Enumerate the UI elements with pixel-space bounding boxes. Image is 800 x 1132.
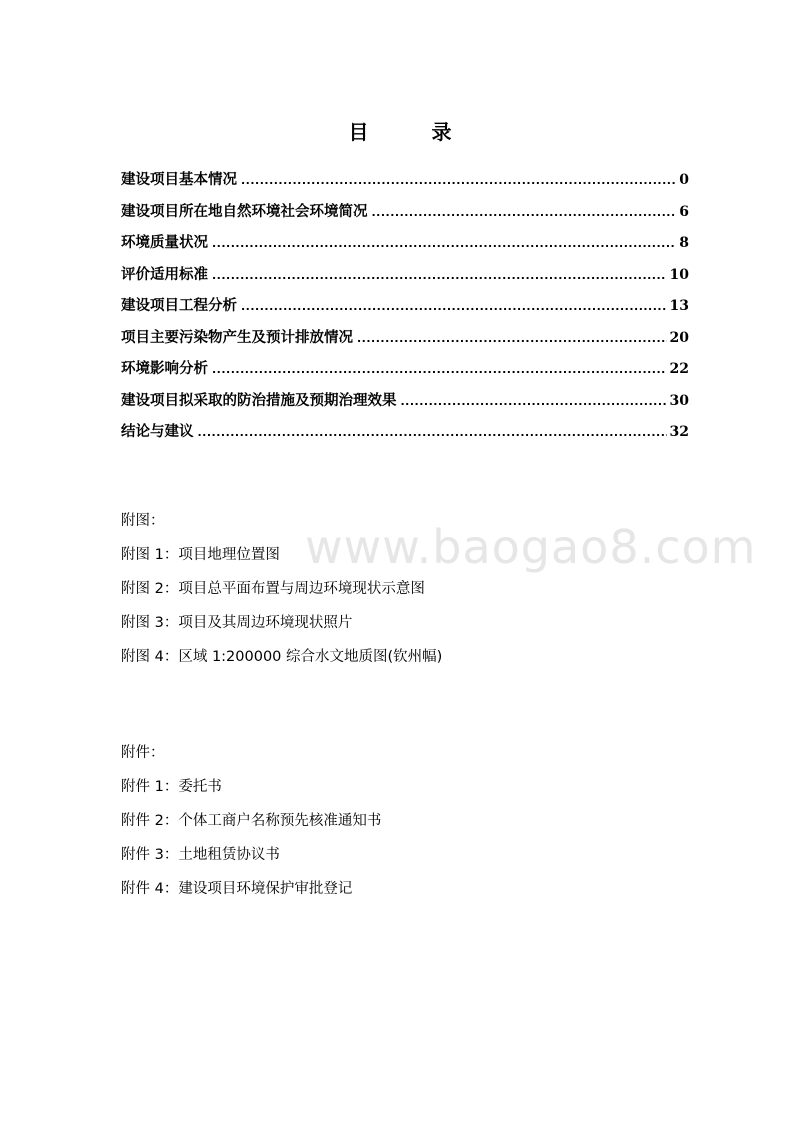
toc-label: 环境影响分析 <box>121 361 208 377</box>
toc-label: 环境质量状况 <box>121 235 208 251</box>
toc-label: 结论与建议 <box>121 424 194 440</box>
toc-label: 建设项目基本情况 <box>121 172 237 188</box>
toc-leader-dots <box>198 426 667 439</box>
attachment-item: 附件 1：委托书 <box>121 779 222 795</box>
toc-page-number: 10 <box>669 266 689 283</box>
attachment-item: 附件 4：建设项目环境保护审批登记 <box>121 881 353 897</box>
table-of-contents <box>121 168 689 452</box>
toc-leader-dots <box>241 174 676 187</box>
attachments-section <box>121 743 681 913</box>
toc-row[interactable] <box>121 389 689 421</box>
toc-row[interactable] <box>121 231 689 263</box>
toc-leader-dots <box>372 206 677 219</box>
toc-leader-dots <box>241 300 667 313</box>
figure-item: 附图 1：项目地理位置图 <box>121 547 280 563</box>
toc-row[interactable] <box>121 357 689 389</box>
toc-page-number: 20 <box>669 329 689 346</box>
toc-leader-dots <box>212 237 676 250</box>
toc-leader-dots <box>212 363 667 376</box>
toc-label: 项目主要污染物产生及预计排放情况 <box>121 329 353 346</box>
toc-leader-dots <box>401 395 667 408</box>
attachment-item: 附件 2：个体工商户名称预先核准通知书 <box>121 813 382 829</box>
toc-page-number: 22 <box>669 361 689 377</box>
figures-section <box>121 511 681 681</box>
toc-page-number: 8 <box>679 235 689 251</box>
figure-item: 附图 3：项目及其周边环境现状照片 <box>121 615 353 631</box>
watermark: www.baogao8.com <box>305 520 757 574</box>
toc-label: 评价适用标准 <box>121 266 208 283</box>
toc-row[interactable] <box>121 263 689 295</box>
toc-row[interactable] <box>121 420 689 452</box>
toc-row[interactable] <box>121 168 689 200</box>
toc-leader-dots <box>357 332 667 345</box>
toc-leader-dots <box>212 269 667 282</box>
toc-label: 建设项目工程分析 <box>121 298 237 314</box>
toc-label: 建设项目拟采取的防治措施及预期治理效果 <box>121 392 397 409</box>
attachment-item: 附件 3：土地租赁协议书 <box>121 847 280 863</box>
toc-row[interactable] <box>121 200 689 232</box>
toc-label: 建设项目所在地自然环境社会环境简况 <box>121 203 368 220</box>
toc-page-number: 6 <box>679 203 689 220</box>
toc-page-number: 13 <box>669 298 689 314</box>
figure-item: 附图 4：区域 1:200000 综合水文地质图(钦州幅) <box>121 649 443 665</box>
toc-page-number: 0 <box>679 172 689 188</box>
toc-row[interactable] <box>121 294 689 326</box>
attachments-heading: 附件： <box>121 745 165 761</box>
page-title: 目 录 <box>348 120 480 144</box>
toc-page-number: 30 <box>669 392 689 409</box>
figures-heading: 附图： <box>121 513 165 529</box>
figure-item: 附图 2：项目总平面布置与周边环境现状示意图 <box>121 581 425 597</box>
toc-row[interactable] <box>121 326 689 358</box>
toc-page-number: 32 <box>669 424 689 440</box>
